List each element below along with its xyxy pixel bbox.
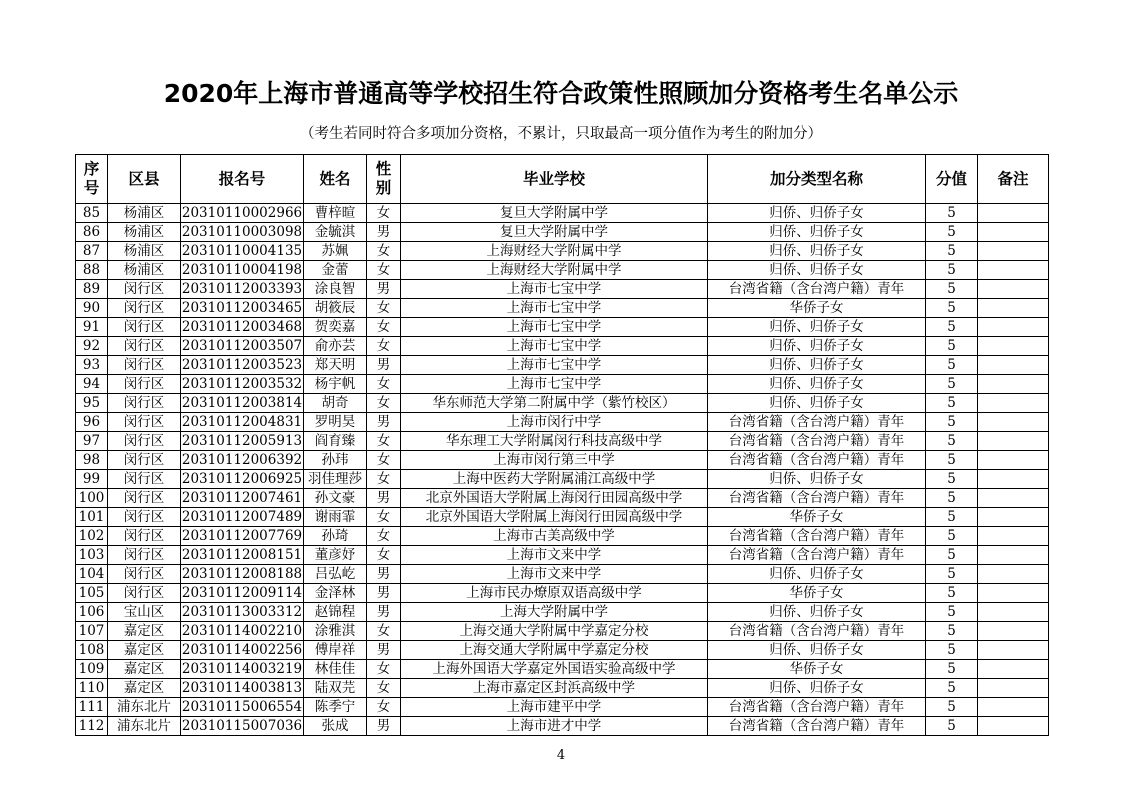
cell-name: 吕弘屹	[304, 565, 367, 584]
cell-name: 胡筱辰	[304, 299, 367, 318]
cell-name: 罗明昊	[304, 413, 367, 432]
cell-district: 闵行区	[108, 546, 181, 565]
cell-bonus-type: 归侨、归侨子女	[708, 641, 926, 660]
cell-school: 北京外国语大学附属上海闵行田园高级中学	[401, 508, 708, 527]
cell-gender: 男	[367, 489, 401, 508]
cell-name: 陆双芫	[304, 679, 367, 698]
cell-reg-no: 20310114002256	[181, 642, 303, 658]
cell-district: 闵行区	[108, 470, 181, 489]
cell-remark	[978, 717, 1049, 736]
cell-score: 5	[926, 451, 978, 470]
cell-score: 5	[926, 698, 978, 717]
cell-reg-no: 20310112007769	[181, 528, 303, 544]
cell-score: 5	[926, 470, 978, 489]
cell-remark	[978, 356, 1049, 375]
cell-remark	[978, 204, 1049, 223]
cell-bonus-type: 归侨、归侨子女	[708, 337, 926, 356]
cell-seq: 104	[76, 565, 108, 584]
cell-seq: 93	[76, 356, 108, 375]
cell-score: 5	[926, 204, 978, 223]
cell-gender: 女	[367, 337, 401, 356]
cell-school: 上海市七宝中学	[401, 375, 708, 394]
cell-seq: 102	[76, 527, 108, 546]
cell-remark	[978, 489, 1049, 508]
cell-reg-no: 20310115007036	[181, 718, 303, 734]
cell-name: 金毓淇	[304, 223, 367, 242]
cell-gender: 女	[367, 394, 401, 413]
cell-district: 浦东北片	[108, 698, 181, 717]
cell-school: 华东师范大学第二附属中学（紫竹校区）	[401, 394, 708, 413]
cell-bonus-type: 归侨、归侨子女	[708, 204, 926, 223]
cell-reg-no: 20310115006554	[181, 699, 303, 715]
table-row	[76, 242, 1049, 261]
cell-gender: 女	[367, 660, 401, 679]
cell-school: 上海外国语大学嘉定外国语实验高级中学	[401, 660, 708, 679]
cell-seq: 89	[76, 280, 108, 299]
candidate-table	[75, 154, 1049, 736]
cell-gender: 女	[367, 622, 401, 641]
table-row	[76, 261, 1049, 280]
cell-bonus-type: 华侨子女	[708, 584, 926, 603]
cell-district: 闵行区	[108, 413, 181, 432]
cell-remark	[978, 280, 1049, 299]
cell-district: 闵行区	[108, 432, 181, 451]
cell-reg-no: 20310110002966	[181, 205, 303, 221]
cell-remark	[978, 261, 1049, 280]
cell-remark	[978, 413, 1049, 432]
cell-gender: 女	[367, 451, 401, 470]
cell-remark	[978, 603, 1049, 622]
cell-gender: 男	[367, 565, 401, 584]
cell-name: 杨宇帆	[304, 375, 367, 394]
cell-remark	[978, 622, 1049, 641]
cell-score: 5	[926, 356, 978, 375]
cell-bonus-type: 归侨、归侨子女	[708, 603, 926, 622]
cell-district: 浦东北片	[108, 717, 181, 736]
cell-name: 涂良智	[304, 280, 367, 299]
table-row	[76, 470, 1049, 489]
cell-gender: 男	[367, 413, 401, 432]
cell-district: 杨浦区	[108, 261, 181, 280]
cell-bonus-type: 归侨、归侨子女	[708, 394, 926, 413]
cell-seq: 88	[76, 261, 108, 280]
cell-seq: 91	[76, 318, 108, 337]
cell-gender: 男	[367, 641, 401, 660]
cell-remark	[978, 508, 1049, 527]
cell-gender: 女	[367, 508, 401, 527]
cell-school: 上海市嘉定区封浜高级中学	[401, 679, 708, 698]
cell-score: 5	[926, 299, 978, 318]
table-row	[76, 546, 1049, 565]
cell-name: 曹梓暄	[304, 204, 367, 223]
header-bonus-type: 加分类型名称	[708, 155, 926, 204]
cell-school: 上海市古美高级中学	[401, 527, 708, 546]
table-row	[76, 622, 1049, 641]
cell-seq: 97	[76, 432, 108, 451]
cell-score: 5	[926, 717, 978, 736]
cell-score: 5	[926, 242, 978, 261]
cell-reg-no: 20310112003507	[181, 338, 303, 354]
cell-name: 涂雅淇	[304, 622, 367, 641]
page-number: 4	[556, 748, 566, 763]
cell-bonus-type: 华侨子女	[708, 299, 926, 318]
cell-bonus-type: 华侨子女	[708, 508, 926, 527]
table-row	[76, 641, 1049, 660]
cell-district: 嘉定区	[108, 660, 181, 679]
cell-score: 5	[926, 641, 978, 660]
cell-school: 上海财经大学附属中学	[401, 242, 708, 261]
cell-gender: 女	[367, 432, 401, 451]
cell-name: 贺奕嘉	[304, 318, 367, 337]
cell-bonus-type: 台湾省籍（含台湾户籍）青年	[708, 451, 926, 470]
cell-remark	[978, 546, 1049, 565]
cell-district: 杨浦区	[108, 242, 181, 261]
cell-remark	[978, 242, 1049, 261]
cell-school: 上海市建平中学	[401, 698, 708, 717]
cell-score: 5	[926, 660, 978, 679]
cell-bonus-type: 归侨、归侨子女	[708, 356, 926, 375]
table-header-row	[76, 155, 1049, 204]
cell-seq: 111	[76, 698, 108, 717]
cell-remark	[978, 698, 1049, 717]
cell-name: 羽佳理莎	[304, 470, 367, 489]
cell-bonus-type: 归侨、归侨子女	[708, 223, 926, 242]
cell-score: 5	[926, 584, 978, 603]
cell-school: 上海市文来中学	[401, 546, 708, 565]
cell-remark	[978, 565, 1049, 584]
cell-remark	[978, 660, 1049, 679]
cell-reg-no: 20310112003465	[181, 300, 303, 316]
table-row	[76, 584, 1049, 603]
cell-gender: 男	[367, 280, 401, 299]
cell-reg-no: 20310112004831	[181, 414, 303, 430]
cell-district: 闵行区	[108, 299, 181, 318]
cell-school: 上海市闵行第三中学	[401, 451, 708, 470]
table-row	[76, 280, 1049, 299]
cell-remark	[978, 299, 1049, 318]
cell-school: 上海市七宝中学	[401, 299, 708, 318]
table-row	[76, 527, 1049, 546]
cell-reg-no: 20310112008188	[181, 566, 303, 582]
cell-remark	[978, 394, 1049, 413]
cell-seq: 92	[76, 337, 108, 356]
cell-name: 阎育臻	[304, 432, 367, 451]
cell-score: 5	[926, 223, 978, 242]
cell-seq: 94	[76, 375, 108, 394]
cell-bonus-type: 台湾省籍（含台湾户籍）青年	[708, 698, 926, 717]
cell-bonus-type: 台湾省籍（含台湾户籍）青年	[708, 489, 926, 508]
cell-reg-no: 20310112006392	[181, 452, 303, 468]
cell-gender: 女	[367, 679, 401, 698]
cell-score: 5	[926, 679, 978, 698]
table-row	[76, 717, 1049, 736]
table-row	[76, 660, 1049, 679]
cell-district: 闵行区	[108, 451, 181, 470]
table-row	[76, 565, 1049, 584]
cell-seq: 112	[76, 717, 108, 736]
table-row	[76, 508, 1049, 527]
cell-seq: 105	[76, 584, 108, 603]
cell-seq: 110	[76, 679, 108, 698]
cell-name: 张成	[304, 717, 367, 736]
cell-reg-no: 20310110004135	[181, 243, 303, 259]
cell-gender: 女	[367, 470, 401, 489]
cell-remark	[978, 432, 1049, 451]
header-score: 分值	[926, 155, 978, 204]
cell-remark	[978, 527, 1049, 546]
cell-bonus-type: 归侨、归侨子女	[708, 679, 926, 698]
cell-reg-no: 20310112003468	[181, 319, 303, 335]
table-body	[76, 204, 1049, 736]
table-row	[76, 432, 1049, 451]
cell-name: 赵锦程	[304, 603, 367, 622]
cell-school: 上海市七宝中学	[401, 280, 708, 299]
cell-district: 闵行区	[108, 394, 181, 413]
cell-school: 上海市进才中学	[401, 717, 708, 736]
cell-remark	[978, 679, 1049, 698]
table-row	[76, 698, 1049, 717]
cell-school: 上海市民办燎原双语高级中学	[401, 584, 708, 603]
cell-district: 闵行区	[108, 337, 181, 356]
cell-score: 5	[926, 432, 978, 451]
cell-gender: 男	[367, 223, 401, 242]
cell-gender: 男	[367, 603, 401, 622]
cell-bonus-type: 台湾省籍（含台湾户籍）青年	[708, 432, 926, 451]
cell-score: 5	[926, 375, 978, 394]
cell-school: 上海大学附属中学	[401, 603, 708, 622]
cell-gender: 女	[367, 242, 401, 261]
cell-name: 苏姵	[304, 242, 367, 261]
cell-school: 上海市七宝中学	[401, 318, 708, 337]
table-row	[76, 679, 1049, 698]
table-row	[76, 394, 1049, 413]
cell-score: 5	[926, 508, 978, 527]
cell-district: 闵行区	[108, 584, 181, 603]
page-subtitle: （考生若同时符合多项加分资格，不累计，只取最高一项分值作为考生的附加分）	[300, 126, 822, 142]
cell-reg-no: 20310114003813	[181, 680, 303, 696]
cell-gender: 女	[367, 261, 401, 280]
cell-bonus-type: 台湾省籍（含台湾户籍）青年	[708, 546, 926, 565]
cell-score: 5	[926, 337, 978, 356]
table-row	[76, 337, 1049, 356]
cell-reg-no: 20310112003532	[181, 376, 303, 392]
cell-gender: 男	[367, 356, 401, 375]
cell-bonus-type: 台湾省籍（含台湾户籍）青年	[708, 622, 926, 641]
cell-district: 杨浦区	[108, 204, 181, 223]
table-row	[76, 204, 1049, 223]
cell-seq: 100	[76, 489, 108, 508]
cell-seq: 106	[76, 603, 108, 622]
cell-score: 5	[926, 546, 978, 565]
cell-seq: 98	[76, 451, 108, 470]
cell-bonus-type: 归侨、归侨子女	[708, 470, 926, 489]
table-row	[76, 489, 1049, 508]
cell-remark	[978, 470, 1049, 489]
cell-remark	[978, 318, 1049, 337]
cell-seq: 101	[76, 508, 108, 527]
cell-school: 复旦大学附属中学	[401, 223, 708, 242]
header-district: 区县	[108, 155, 181, 204]
cell-district: 嘉定区	[108, 641, 181, 660]
cell-seq: 86	[76, 223, 108, 242]
header-school: 毕业学校	[401, 155, 708, 204]
cell-reg-no: 20310114003219	[181, 661, 303, 677]
cell-district: 闵行区	[108, 527, 181, 546]
cell-gender: 女	[367, 204, 401, 223]
cell-gender: 女	[367, 299, 401, 318]
cell-name: 郑天明	[304, 356, 367, 375]
cell-bonus-type: 台湾省籍（含台湾户籍）青年	[708, 717, 926, 736]
cell-score: 5	[926, 318, 978, 337]
table-row	[76, 375, 1049, 394]
cell-school: 上海中医药大学附属浦江高级中学	[401, 470, 708, 489]
cell-remark	[978, 223, 1049, 242]
cell-reg-no: 20310113003312	[181, 604, 303, 620]
cell-school: 复旦大学附属中学	[401, 204, 708, 223]
cell-school: 上海交通大学附属中学嘉定分校	[401, 641, 708, 660]
cell-remark	[978, 641, 1049, 660]
cell-bonus-type: 归侨、归侨子女	[708, 318, 926, 337]
cell-reg-no: 20310110004198	[181, 262, 303, 278]
cell-score: 5	[926, 603, 978, 622]
cell-name: 孙琦	[304, 527, 367, 546]
table-row	[76, 356, 1049, 375]
cell-score: 5	[926, 261, 978, 280]
cell-district: 杨浦区	[108, 223, 181, 242]
cell-school: 华东理工大学附属闵行科技高级中学	[401, 432, 708, 451]
cell-gender: 男	[367, 584, 401, 603]
cell-reg-no: 20310112003523	[181, 357, 303, 373]
header-name: 姓名	[304, 155, 367, 204]
cell-seq: 96	[76, 413, 108, 432]
cell-district: 嘉定区	[108, 622, 181, 641]
cell-gender: 女	[367, 527, 401, 546]
cell-district: 闵行区	[108, 565, 181, 584]
cell-bonus-type: 台湾省籍（含台湾户籍）青年	[708, 527, 926, 546]
cell-school: 上海市七宝中学	[401, 337, 708, 356]
cell-reg-no: 20310110003098	[181, 224, 303, 240]
cell-gender: 男	[367, 717, 401, 736]
cell-reg-no: 20310112003814	[181, 395, 303, 411]
table-row	[76, 318, 1049, 337]
table-row	[76, 451, 1049, 470]
cell-bonus-type: 归侨、归侨子女	[708, 375, 926, 394]
cell-name: 金泽林	[304, 584, 367, 603]
cell-name: 孙玮	[304, 451, 367, 470]
table-row	[76, 223, 1049, 242]
cell-district: 闵行区	[108, 356, 181, 375]
cell-gender: 女	[367, 546, 401, 565]
cell-name: 孙文豪	[304, 489, 367, 508]
cell-name: 谢雨霏	[304, 508, 367, 527]
cell-district: 宝山区	[108, 603, 181, 622]
cell-school: 上海交通大学附属中学嘉定分校	[401, 622, 708, 641]
cell-score: 5	[926, 527, 978, 546]
cell-gender: 女	[367, 318, 401, 337]
header-reg-no: 报名号	[181, 155, 304, 204]
cell-name: 傅岸祥	[304, 641, 367, 660]
cell-score: 5	[926, 622, 978, 641]
cell-school: 上海财经大学附属中学	[401, 261, 708, 280]
page-title: 2020年上海市普通高等学校招生符合政策性照顾加分资格考生名单公示	[163, 79, 959, 108]
cell-district: 闵行区	[108, 375, 181, 394]
table-row	[76, 413, 1049, 432]
cell-reg-no: 20310112007489	[181, 509, 303, 525]
cell-score: 5	[926, 280, 978, 299]
cell-seq: 85	[76, 204, 108, 223]
cell-gender: 女	[367, 698, 401, 717]
cell-bonus-type: 归侨、归侨子女	[708, 565, 926, 584]
cell-reg-no: 20310112005913	[181, 433, 303, 449]
cell-score: 5	[926, 489, 978, 508]
cell-seq: 87	[76, 242, 108, 261]
table-row	[76, 299, 1049, 318]
cell-reg-no: 20310112008151	[181, 547, 303, 563]
cell-district: 闵行区	[108, 508, 181, 527]
cell-school: 上海市七宝中学	[401, 356, 708, 375]
cell-score: 5	[926, 565, 978, 584]
cell-bonus-type: 归侨、归侨子女	[708, 242, 926, 261]
cell-seq: 109	[76, 660, 108, 679]
cell-reg-no: 20310114002210	[181, 623, 303, 639]
cell-district: 闵行区	[108, 318, 181, 337]
cell-name: 俞亦芸	[304, 337, 367, 356]
cell-name: 董彦妤	[304, 546, 367, 565]
cell-reg-no: 20310112009114	[181, 585, 303, 601]
cell-district: 闵行区	[108, 489, 181, 508]
cell-bonus-type: 华侨子女	[708, 660, 926, 679]
cell-reg-no: 20310112006925	[181, 471, 303, 487]
header-gender: 性 别	[367, 155, 401, 204]
cell-school: 上海市闵行中学	[401, 413, 708, 432]
cell-name: 金蕾	[304, 261, 367, 280]
cell-bonus-type: 台湾省籍（含台湾户籍）青年	[708, 413, 926, 432]
cell-score: 5	[926, 413, 978, 432]
cell-gender: 女	[367, 375, 401, 394]
cell-seq: 103	[76, 546, 108, 565]
table-row	[76, 603, 1049, 622]
cell-school: 上海市文来中学	[401, 565, 708, 584]
cell-reg-no: 20310112003393	[181, 281, 303, 297]
cell-remark	[978, 337, 1049, 356]
cell-district: 闵行区	[108, 280, 181, 299]
cell-remark	[978, 584, 1049, 603]
cell-bonus-type: 归侨、归侨子女	[708, 261, 926, 280]
cell-reg-no: 20310112007461	[181, 490, 303, 506]
cell-name: 胡奇	[304, 394, 367, 413]
cell-seq: 107	[76, 622, 108, 641]
cell-remark	[978, 451, 1049, 470]
cell-district: 嘉定区	[108, 679, 181, 698]
header-remark: 备注	[978, 155, 1049, 204]
cell-score: 5	[926, 394, 978, 413]
cell-name: 陈季宁	[304, 698, 367, 717]
cell-name: 林佳佳	[304, 660, 367, 679]
cell-school: 北京外国语大学附属上海闵行田园高级中学	[401, 489, 708, 508]
cell-remark	[978, 375, 1049, 394]
cell-seq: 108	[76, 641, 108, 660]
cell-seq: 95	[76, 394, 108, 413]
cell-seq: 90	[76, 299, 108, 318]
cell-seq: 99	[76, 470, 108, 489]
cell-bonus-type: 台湾省籍（含台湾户籍）青年	[708, 280, 926, 299]
header-seq: 序 号	[76, 155, 108, 204]
